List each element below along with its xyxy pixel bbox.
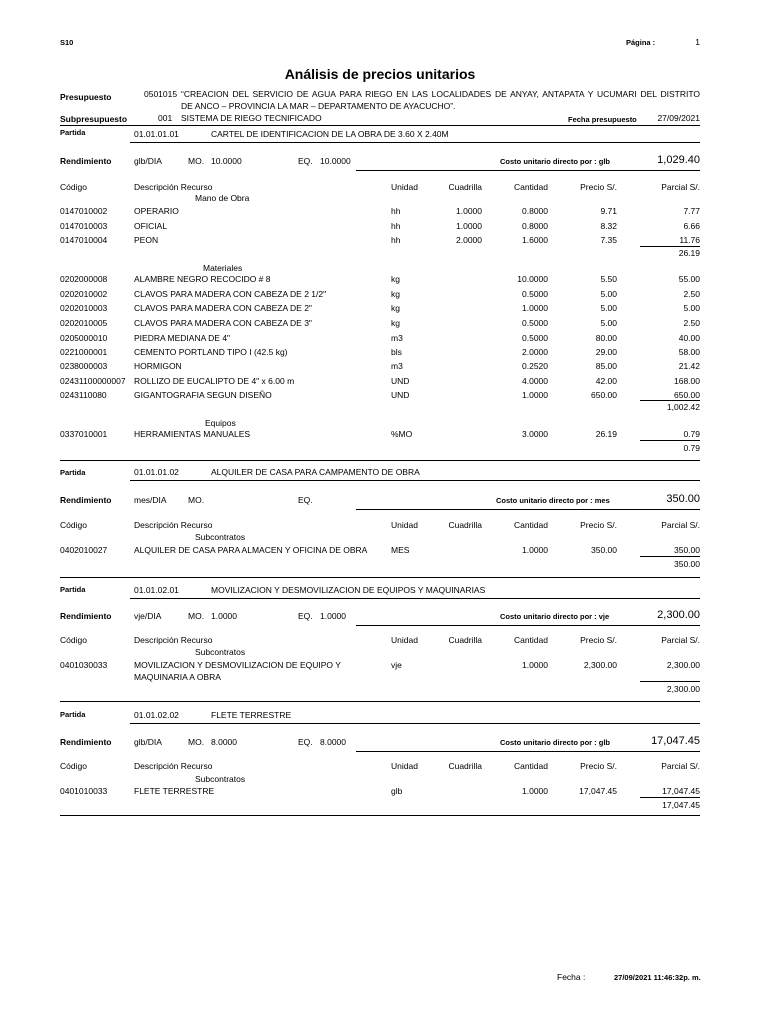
row-parcial: 650.00: [674, 390, 700, 400]
row-cantidad: 1.0000: [522, 303, 548, 313]
mo-label: MO.: [188, 611, 205, 621]
divider: [60, 701, 700, 702]
mo-label: MO.: [188, 737, 205, 747]
group-label: Mano de Obra: [195, 193, 250, 203]
col-unidad: Unidad: [391, 520, 418, 530]
col-cuadrilla: Cuadrilla: [448, 761, 482, 771]
subtotal-line: [640, 556, 700, 557]
row-precio: 5.00: [600, 303, 617, 313]
col-cantidad: Cantidad: [513, 520, 548, 530]
eq-label: EQ.: [298, 737, 313, 747]
group-label: Subcontratos: [195, 774, 246, 784]
row-cuadrilla: 2.0000: [456, 235, 482, 245]
row-codigo: 0202010002: [60, 289, 108, 299]
mo-value: 10.0000: [211, 156, 242, 166]
row-codigo: 02431100000007: [60, 376, 126, 386]
row-parcial: 2,300.00: [666, 660, 700, 670]
row-parcial: 2.50: [683, 318, 700, 328]
group-label: Subcontratos: [195, 532, 246, 542]
costo-label: Costo unitario directo por : glb: [500, 157, 610, 166]
row-parcial: 11.76: [679, 235, 700, 245]
row-parcial: 0.79: [683, 429, 700, 439]
divider: [60, 577, 700, 578]
presupuesto-label: Presupuesto: [60, 92, 112, 102]
row-codigo: 0147010002: [60, 206, 108, 216]
col-precio: Precio S/.: [580, 520, 617, 530]
row-cantidad: 0.8000: [522, 221, 548, 231]
row-parcial: 168.00: [674, 376, 700, 386]
row-desc: MOVILIZACION Y DESMOVILIZACION DE EQUIPO Y: [134, 660, 341, 670]
row-desc: ALAMBRE NEGRO RECOCIDO # 8: [134, 274, 271, 284]
row-cuadrilla: 1.0000: [456, 221, 482, 231]
row-unidad: hh: [391, 235, 401, 245]
col-parcial: Parcial S/.: [661, 520, 700, 530]
row-cantidad: 1.0000: [522, 786, 548, 796]
col-parcial: Parcial S/.: [661, 182, 700, 192]
subpresupuesto-desc: SISTEMA DE RIEGO TECNIFICADO: [181, 113, 322, 123]
mo-value: 1.0000: [211, 611, 237, 621]
row-cantidad: 0.5000: [522, 318, 548, 328]
fecha-presupuesto: 27/09/2021: [657, 113, 700, 123]
fecha-presupuesto-label: Fecha presupuesto: [568, 115, 637, 124]
rendimiento-label: Rendimiento: [60, 156, 112, 166]
row-precio: 7.35: [600, 235, 617, 245]
divider: [60, 815, 700, 816]
row-unidad: kg: [391, 303, 400, 313]
col-descripcion: Descripción Recurso: [134, 635, 213, 645]
mo-value: 8.0000: [211, 737, 237, 747]
row-parcial: 55.00: [678, 274, 700, 284]
col-codigo: Código: [60, 635, 87, 645]
eq-value: 10.0000: [320, 156, 351, 166]
row-desc: ROLLIZO DE EUCALIPTO DE 4" x 6.00 m: [134, 376, 295, 386]
costo-label: Costo unitario directo por : mes: [496, 496, 610, 505]
col-descripcion: Descripción Recurso: [134, 761, 213, 771]
row-cantidad: 3.0000: [522, 429, 548, 439]
row-cantidad: 0.5000: [522, 289, 548, 299]
row-unidad: m3: [391, 361, 403, 371]
row-parcial: 17,047.45: [662, 786, 700, 796]
row-unidad: UND: [391, 376, 410, 386]
partida-code: 01.01.01.02: [134, 467, 179, 477]
subtotal-line: [640, 400, 700, 401]
rendimiento-label: Rendimiento: [60, 495, 112, 505]
partida-code: 01.01.01.01: [134, 129, 179, 139]
subpresupuesto-label: Subpresupuesto: [60, 114, 128, 124]
group-total: 0.79: [683, 443, 700, 453]
presupuesto-code: 0501015: [144, 89, 178, 99]
subtotal-line: [640, 681, 700, 682]
partida-code: 01.01.02.02: [134, 710, 179, 720]
row-cantidad: 10.0000: [517, 274, 548, 284]
divider: [130, 480, 700, 481]
group-total: 1,002.42: [666, 402, 700, 412]
partida-label: Partida: [60, 128, 86, 137]
col-unidad: Unidad: [391, 761, 418, 771]
row-unidad: kg: [391, 274, 400, 284]
row-unidad: hh: [391, 206, 401, 216]
eq-value: 8.0000: [320, 737, 346, 747]
row-desc: CLAVOS PARA MADERA CON CABEZA DE 2": [134, 303, 312, 313]
row-desc: OPERARIO: [134, 206, 179, 216]
partida-desc: ALQUILER DE CASA PARA CAMPAMENTO DE OBRA: [211, 467, 420, 477]
row-codigo: 0402010027: [60, 545, 108, 555]
mo-label: MO.: [188, 495, 205, 505]
row-precio: 5.50: [600, 274, 617, 284]
row-parcial: 7.77: [683, 206, 700, 216]
row-codigo: 0401030033: [60, 660, 108, 670]
row-unidad: m3: [391, 333, 403, 343]
row-desc: GIGANTOGRAFIA SEGUN DISEÑO: [134, 390, 272, 400]
row-codigo: 0337010001: [60, 429, 108, 439]
row-precio: 80.00: [595, 333, 617, 343]
page-label: Página :: [626, 38, 656, 47]
row-precio: 2,300.00: [583, 660, 617, 670]
row-unidad: kg: [391, 289, 400, 299]
divider: [60, 460, 700, 461]
row-codigo: 0238000003: [60, 361, 108, 371]
row-precio: 5.00: [600, 318, 617, 328]
group-total: 350.00: [674, 559, 700, 569]
row-desc: FLETE TERRESTRE: [134, 786, 215, 796]
row-precio: 29.00: [595, 347, 617, 357]
divider: [60, 125, 700, 126]
divider: [356, 509, 700, 510]
row-cantidad: 1.0000: [522, 545, 548, 555]
page-number: 1: [695, 37, 700, 47]
col-codigo: Código: [60, 520, 87, 530]
col-cuadrilla: Cuadrilla: [448, 520, 482, 530]
row-codigo: 0147010003: [60, 221, 108, 231]
rendimiento-unit: glb/DIA: [134, 156, 162, 166]
col-cuadrilla: Cuadrilla: [448, 182, 482, 192]
row-unidad: %MO: [391, 429, 413, 439]
costo-label: Costo unitario directo por : glb: [500, 738, 610, 747]
eq-label: EQ.: [298, 495, 313, 505]
row-cantidad: 0.2520: [522, 361, 548, 371]
row-cantidad: 4.0000: [522, 376, 548, 386]
row-precio: 650.00: [591, 390, 617, 400]
col-parcial: Parcial S/.: [661, 635, 700, 645]
row-parcial: 2.50: [683, 289, 700, 299]
col-precio: Precio S/.: [580, 635, 617, 645]
row-unidad: MES: [391, 545, 410, 555]
row-codigo: 0147010004: [60, 235, 108, 245]
footer-fecha-label: Fecha :: [557, 972, 586, 982]
row-codigo: 0243110080: [60, 390, 107, 400]
rendimiento-unit: vje/DIA: [134, 611, 162, 621]
row-desc: OFICIAL: [134, 221, 168, 231]
col-precio: Precio S/.: [580, 761, 617, 771]
mo-label: MO.: [188, 156, 205, 166]
row-cantidad: 2.0000: [522, 347, 548, 357]
row-unidad: UND: [391, 390, 410, 400]
row-cantidad: 0.5000: [522, 333, 548, 343]
group-label: Materiales: [203, 263, 243, 273]
row-precio: 5.00: [600, 289, 617, 299]
row-desc: CLAVOS PARA MADERA CON CABEZA DE 2 1/2": [134, 289, 327, 299]
row-parcial: 58.00: [678, 347, 700, 357]
costo-value: 1,029.40: [657, 154, 700, 166]
group-label: Equipos: [205, 418, 236, 428]
partida-code: 01.01.02.01: [134, 585, 179, 595]
rendimiento-label: Rendimiento: [60, 737, 112, 747]
row-cantidad: 1.0000: [522, 390, 548, 400]
row-desc: HERRAMIENTAS MANUALES: [134, 429, 251, 439]
col-precio: Precio S/.: [580, 182, 617, 192]
rendimiento-label: Rendimiento: [60, 611, 112, 621]
partida-desc: FLETE TERRESTRE: [211, 710, 292, 720]
subtotal-line: [640, 246, 700, 247]
row-desc: HORMIGON: [134, 361, 182, 371]
costo-value: 2,300.00: [657, 609, 700, 621]
row-precio: 9.71: [600, 206, 617, 216]
partida-label: Partida: [60, 710, 86, 719]
group-total: 17,047.45: [662, 800, 700, 810]
rendimiento-unit: glb/DIA: [134, 737, 162, 747]
eq-label: EQ.: [298, 156, 313, 166]
divider: [130, 723, 700, 724]
row-desc: PIEDRA MEDIANA DE 4": [134, 333, 231, 343]
row-precio: 85.00: [595, 361, 617, 371]
row-desc: CLAVOS PARA MADERA CON CABEZA DE 3": [134, 318, 312, 328]
costo-value: 350.00: [666, 493, 700, 505]
row-precio: 17,047.45: [579, 786, 617, 796]
eq-value: 1.0000: [320, 611, 346, 621]
eq-label: EQ.: [298, 611, 313, 621]
row-unidad: glb: [391, 786, 403, 796]
col-cantidad: Cantidad: [513, 761, 548, 771]
partida-label: Partida: [60, 585, 86, 594]
footer-fecha: 27/09/2021 11:46:32p. m.: [614, 973, 701, 982]
row-desc: PEON: [134, 235, 159, 245]
row-codigo: 0205000010: [60, 333, 108, 343]
row-parcial: 40.00: [678, 333, 700, 343]
col-cantidad: Cantidad: [513, 182, 548, 192]
row-unidad: hh: [391, 221, 401, 231]
row-desc-2: MAQUINARIA A OBRA: [134, 672, 221, 682]
row-codigo: 0202010005: [60, 318, 108, 328]
group-total: 26.19: [678, 248, 700, 258]
col-cuadrilla: Cuadrilla: [448, 635, 482, 645]
row-cantidad: 1.0000: [522, 660, 548, 670]
col-descripcion: Descripción Recurso: [134, 520, 213, 530]
row-codigo: 0221000001: [60, 347, 108, 357]
row-precio: 350.00: [591, 545, 617, 555]
partida-label: Partida: [60, 468, 86, 477]
subpresupuesto-code: 001: [158, 113, 173, 123]
divider: [130, 142, 700, 143]
row-unidad: bls: [391, 347, 402, 357]
row-cantidad: 1.6000: [522, 235, 548, 245]
row-codigo: 0401010033: [60, 786, 108, 796]
row-precio: 26.19: [595, 429, 617, 439]
row-cantidad: 0.8000: [522, 206, 548, 216]
col-parcial: Parcial S/.: [661, 761, 700, 771]
col-descripcion: Descripción Recurso: [134, 182, 213, 192]
col-codigo: Código: [60, 761, 87, 771]
subtotal-line: [640, 797, 700, 798]
rendimiento-unit: mes/DIA: [134, 495, 167, 505]
costo-value: 17,047.45: [651, 735, 700, 747]
row-parcial: 350.00: [674, 545, 700, 555]
row-codigo: 0202010003: [60, 303, 108, 313]
row-unidad: kg: [391, 318, 400, 328]
partida-desc: CARTEL DE IDENTIFICACION DE LA OBRA DE 3.60 X 2.40M: [211, 129, 449, 139]
row-desc: ALQUILER DE CASA PARA ALMACEN Y OFICINA DE OBRA: [134, 545, 368, 555]
presupuesto-desc-2: DE ANCO – PROVINCIA LA MAR – DEPARTAMENTO DE AYACUCHO”.: [181, 101, 456, 111]
col-unidad: Unidad: [391, 182, 418, 192]
presupuesto-desc: “CREACION DEL SERVICIO DE AGUA PARA RIEGO EN LAS LOCALIDADES DE ANYAY, ANTAPATA Y UCUMARI DEL DISTRITO: [181, 89, 700, 99]
partida-desc: MOVILIZACION Y DESMOVILIZACION DE EQUIPOS Y MAQUINARIAS: [211, 585, 486, 595]
subtotal-line: [640, 440, 700, 441]
row-desc: CEMENTO PORTLAND TIPO I (42.5 kg): [134, 347, 288, 357]
col-cantidad: Cantidad: [513, 635, 548, 645]
row-parcial: 6.66: [683, 221, 700, 231]
divider: [130, 598, 700, 599]
row-cuadrilla: 1.0000: [456, 206, 482, 216]
col-unidad: Unidad: [391, 635, 418, 645]
col-codigo: Código: [60, 182, 87, 192]
divider: [356, 170, 700, 171]
row-codigo: 0202000008: [60, 274, 108, 284]
group-total: 2,300.00: [666, 684, 700, 694]
row-precio: 42.00: [595, 376, 617, 386]
row-unidad: vje: [391, 660, 402, 670]
row-parcial: 5.00: [683, 303, 700, 313]
software-label: S10: [60, 38, 74, 47]
page-title: Análisis de precios unitarios: [284, 66, 476, 82]
divider: [356, 625, 700, 626]
divider: [356, 751, 700, 752]
row-parcial: 21.42: [678, 361, 700, 371]
costo-label: Costo unitario directo por : vje: [500, 612, 610, 621]
row-precio: 8.32: [600, 221, 617, 231]
group-label: Subcontratos: [195, 647, 246, 657]
